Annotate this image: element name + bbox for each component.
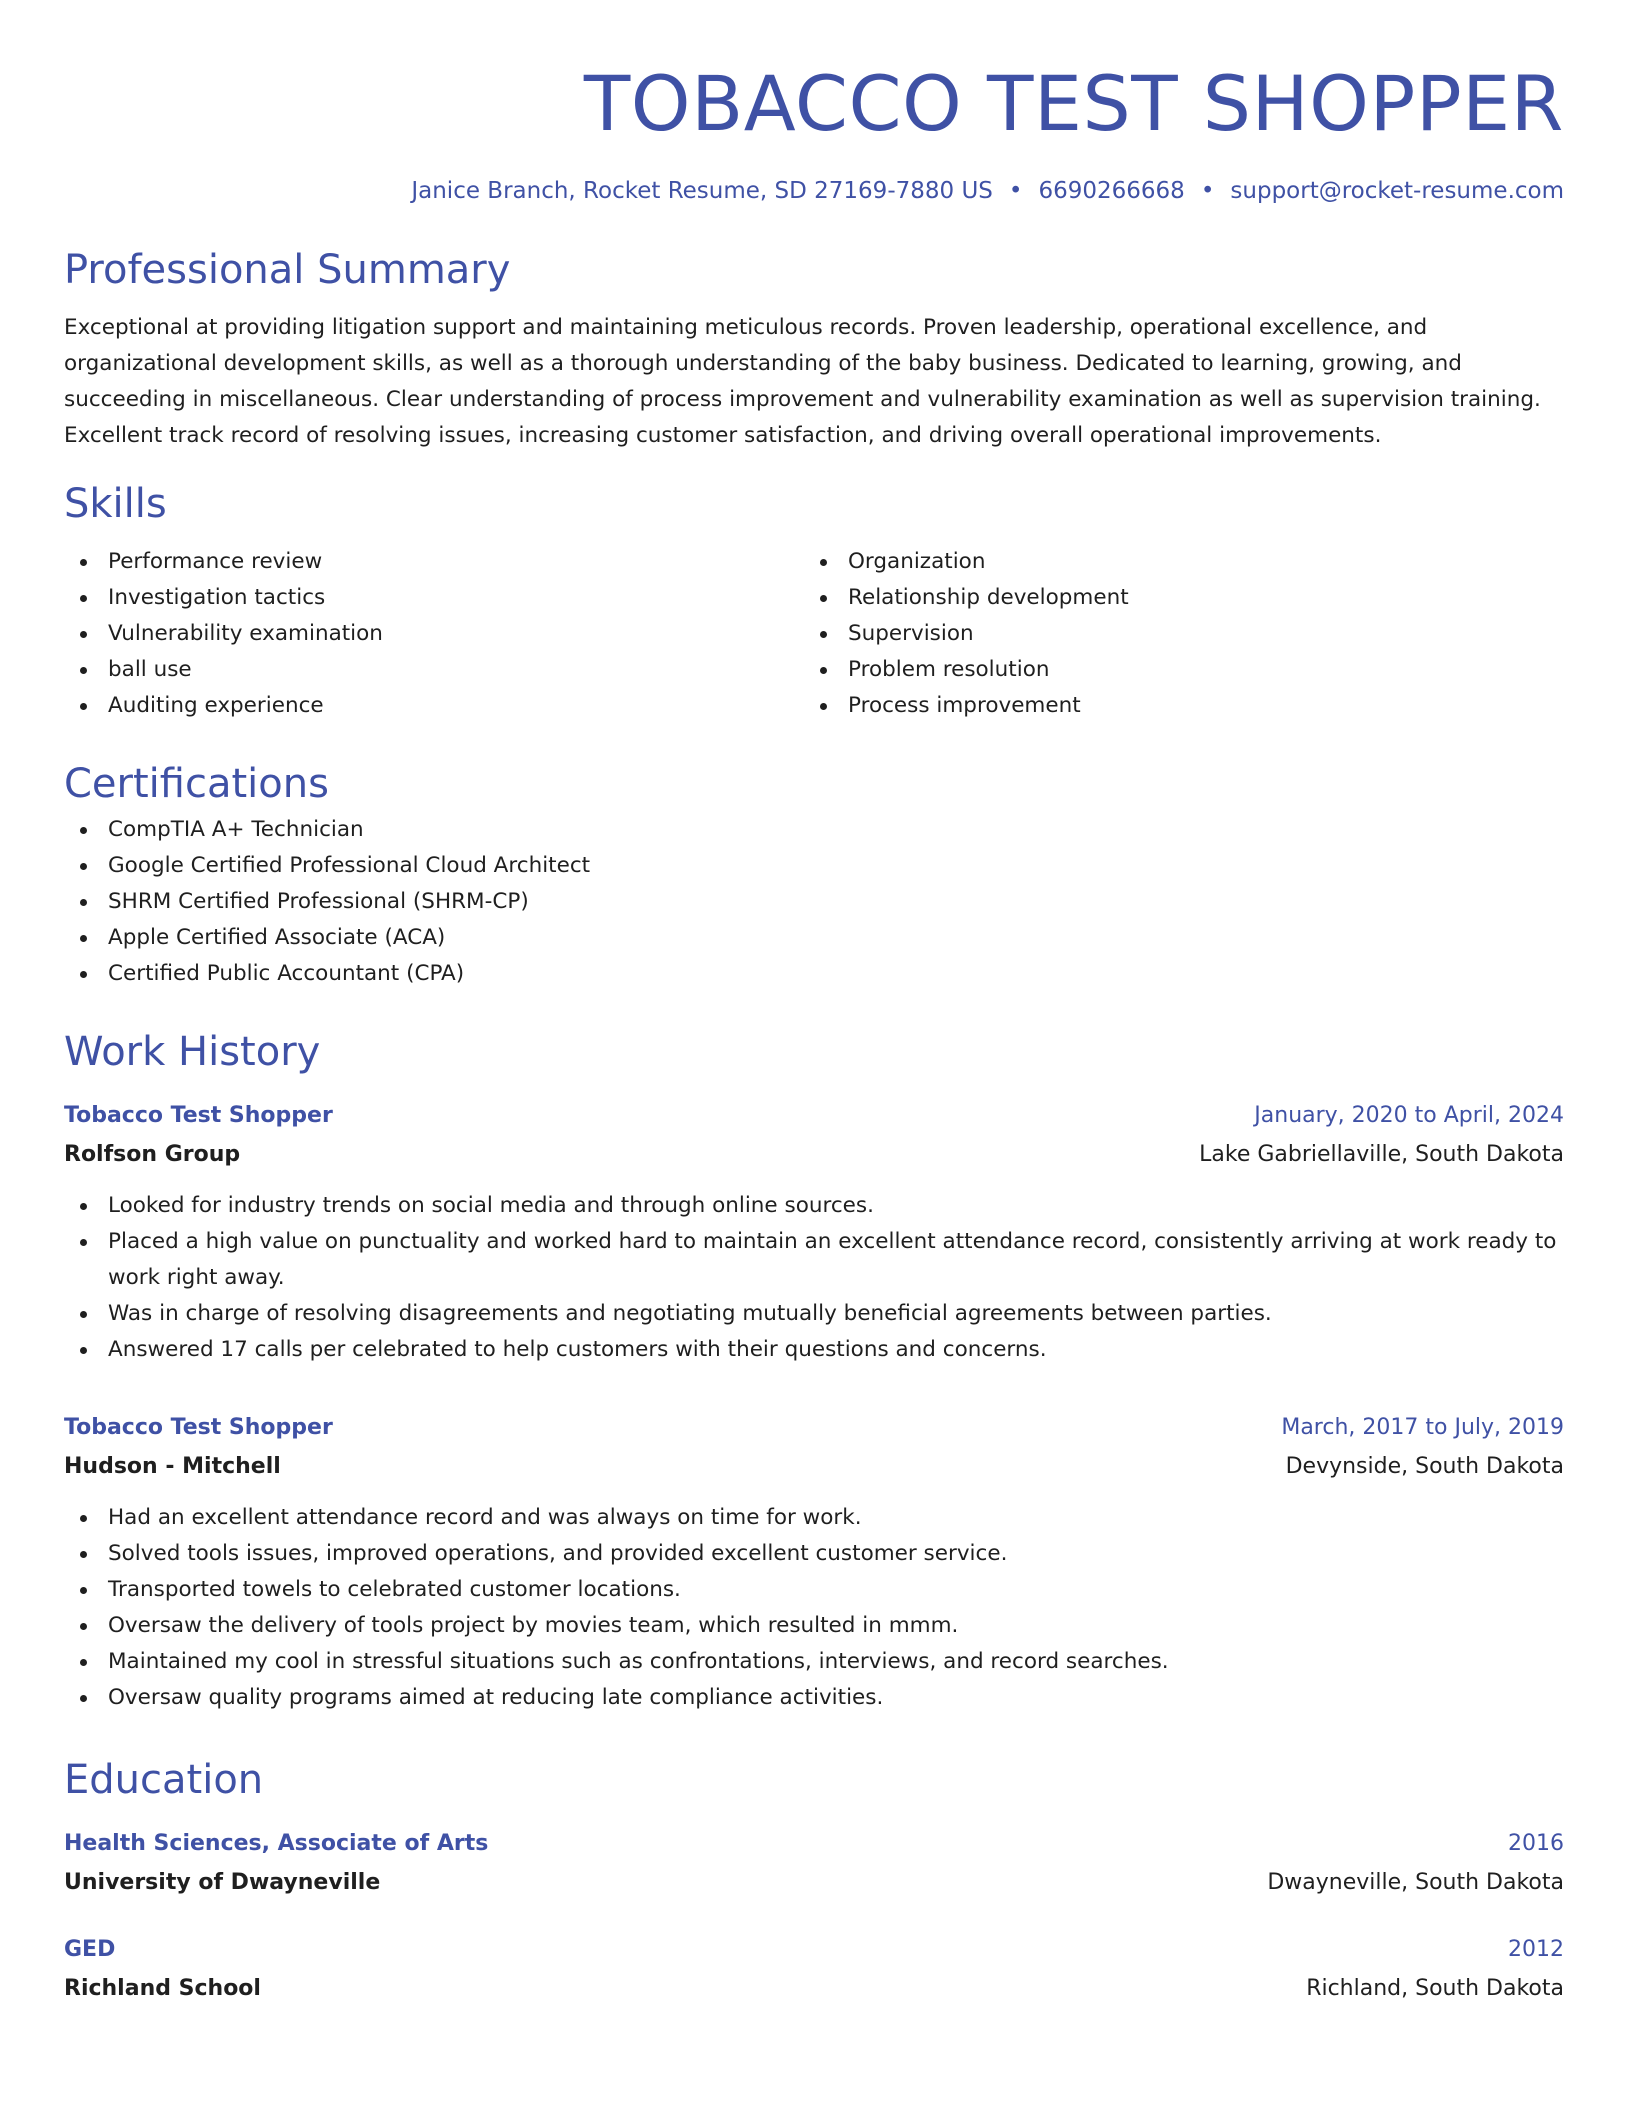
job-duties-list xyxy=(64,1188,1564,1368)
skill-item: Investigation tactics xyxy=(64,580,804,616)
job-duty-item: Transported towels to celebrated customer locations. xyxy=(64,1572,1564,1608)
contact-line xyxy=(64,176,1564,206)
bullet-icon xyxy=(80,1203,87,1210)
bullet-icon xyxy=(80,971,87,978)
bullet-icon xyxy=(80,1587,87,1594)
bullet-icon xyxy=(80,1515,87,1522)
job-duty-item: Was in charge of resolving disagreements and negotiating mutually beneficial agreements between parties. xyxy=(64,1296,1564,1332)
skills-list xyxy=(64,544,1564,724)
bullet-icon xyxy=(80,1695,87,1702)
work-history-heading: Work History xyxy=(64,1029,321,1075)
job-dates: March, 2017 to July, 2019 xyxy=(1281,1415,1564,1440)
company-name: Rolfson Group xyxy=(64,1142,241,1167)
job-location: Lake Gabriellaville, South Dakota xyxy=(1199,1142,1564,1167)
bullet-icon xyxy=(80,667,87,674)
job-duty-item: Solved tools issues, improved operations, and provided excellent customer service. xyxy=(64,1536,1564,1572)
job-duty-item: Looked for industry trends on social media and through online sources. xyxy=(64,1188,1564,1224)
skill-item: ball use xyxy=(64,652,804,688)
bullet-icon xyxy=(80,595,87,602)
skill-item: Relationship development xyxy=(804,580,1544,616)
job-dates: January, 2020 to April, 2024 xyxy=(1254,1103,1564,1128)
degree-name: GED xyxy=(64,1937,116,1962)
job-entry xyxy=(64,1096,1564,1368)
certifications-heading: Certifications xyxy=(64,761,329,807)
bullet-icon xyxy=(820,595,827,602)
certification-item: SHRM Certified Professional (SHRM-CP) xyxy=(64,884,1564,920)
job-location: Devynside, South Dakota xyxy=(1285,1454,1564,1479)
skills-column-right xyxy=(804,544,1544,724)
certification-item: Certified Public Accountant (CPA) xyxy=(64,956,1564,992)
graduation-year: 2012 xyxy=(1508,1937,1564,1962)
bullet-icon xyxy=(80,827,87,834)
school-name: Richland School xyxy=(64,1976,261,2001)
bullet-icon xyxy=(820,667,827,674)
skill-item: Performance review xyxy=(64,544,804,580)
bullet-icon xyxy=(80,1623,87,1630)
bullet-icon xyxy=(80,935,87,942)
certification-item: Apple Certified Associate (ACA) xyxy=(64,920,1564,956)
bullet-icon xyxy=(80,1239,87,1246)
summary-text: Exceptional at providing litigation support and maintaining meticulous records. Proven leadership, operational excellence, and organizational development skills, as well as a thorough understanding of the baby business. Dedicated to learning, growing, and succeeding in miscellaneous. Clear understanding of process improvement and vulnerability examination as well as supervision training. Excellent track record of resolving issues, increasing customer satisfaction, and driving overall operational improvements. xyxy=(64,315,1541,448)
bullet-icon xyxy=(80,1347,87,1354)
degree-name: Health Sciences, Associate of Arts xyxy=(64,1831,489,1856)
skill-item: Process improvement xyxy=(804,688,1544,724)
skill-item: Organization xyxy=(804,544,1544,580)
skill-item: Auditing experience xyxy=(64,688,804,724)
job-duty-item: Answered 17 calls per celebrated to help customers with their questions and concerns. xyxy=(64,1332,1564,1368)
bullet-icon xyxy=(80,863,87,870)
bullet-icon xyxy=(820,559,827,566)
skill-item: Supervision xyxy=(804,616,1544,652)
job-title: Tobacco Test Shopper xyxy=(64,1103,333,1128)
bullet-icon xyxy=(80,1311,87,1318)
graduation-year: 2016 xyxy=(1508,1831,1564,1856)
bullet-icon xyxy=(80,703,87,710)
certification-item: CompTIA A+ Technician xyxy=(64,812,1564,848)
school-location: Richland, South Dakota xyxy=(1306,1976,1564,2001)
resume-page xyxy=(64,56,1564,2008)
certifications-list xyxy=(64,812,1564,992)
bullet-icon xyxy=(80,899,87,906)
education-heading: Education xyxy=(64,1757,264,1803)
bullet-icon xyxy=(820,631,827,638)
skills-column-left xyxy=(64,544,804,724)
job-entry xyxy=(64,1408,1564,1716)
job-duty-item: Maintained my cool in stressful situations such as confrontations, interviews, and record searches. xyxy=(64,1644,1564,1680)
bullet-icon xyxy=(820,703,827,710)
bullet-icon xyxy=(80,1551,87,1558)
job-duty-item: Placed a high value on punctuality and worked hard to maintain an excellent attendance record, consistently arriving at work ready to work right away. xyxy=(64,1224,1564,1296)
summary-heading: Professional Summary xyxy=(64,247,511,293)
contact-phone: 6690266668 xyxy=(1038,178,1185,204)
candidate-name: TOBACCO TEST SHOPPER xyxy=(583,59,1564,148)
contact-separator: • xyxy=(1008,178,1023,204)
certification-item: Google Certified Professional Cloud Architect xyxy=(64,848,1564,884)
job-duties-list xyxy=(64,1500,1564,1716)
contact-address: Janice Branch, Rocket Resume, SD 27169-7880 US xyxy=(411,178,993,204)
contact-separator: • xyxy=(1200,178,1215,204)
company-name: Hudson - Mitchell xyxy=(64,1454,281,1479)
skill-item: Problem resolution xyxy=(804,652,1544,688)
job-duty-item: Had an excellent attendance record and was always on time for work. xyxy=(64,1500,1564,1536)
education-entry xyxy=(64,1824,1564,1902)
skill-item: Vulnerability examination xyxy=(64,616,804,652)
bullet-icon xyxy=(80,559,87,566)
school-location: Dwayneville, South Dakota xyxy=(1267,1870,1564,1895)
contact-email[interactable]: support@rocket-resume.com xyxy=(1230,178,1564,204)
school-name: University of Dwayneville xyxy=(64,1870,381,1895)
bullet-icon xyxy=(80,631,87,638)
education-entry xyxy=(64,1930,1564,2008)
job-duty-item: Oversaw quality programs aimed at reducing late compliance activities. xyxy=(64,1680,1564,1716)
skills-heading: Skills xyxy=(64,481,167,527)
bullet-icon xyxy=(80,1659,87,1666)
job-title: Tobacco Test Shopper xyxy=(64,1415,333,1440)
job-duty-item: Oversaw the delivery of tools project by movies team, which resulted in mmm. xyxy=(64,1608,1564,1644)
